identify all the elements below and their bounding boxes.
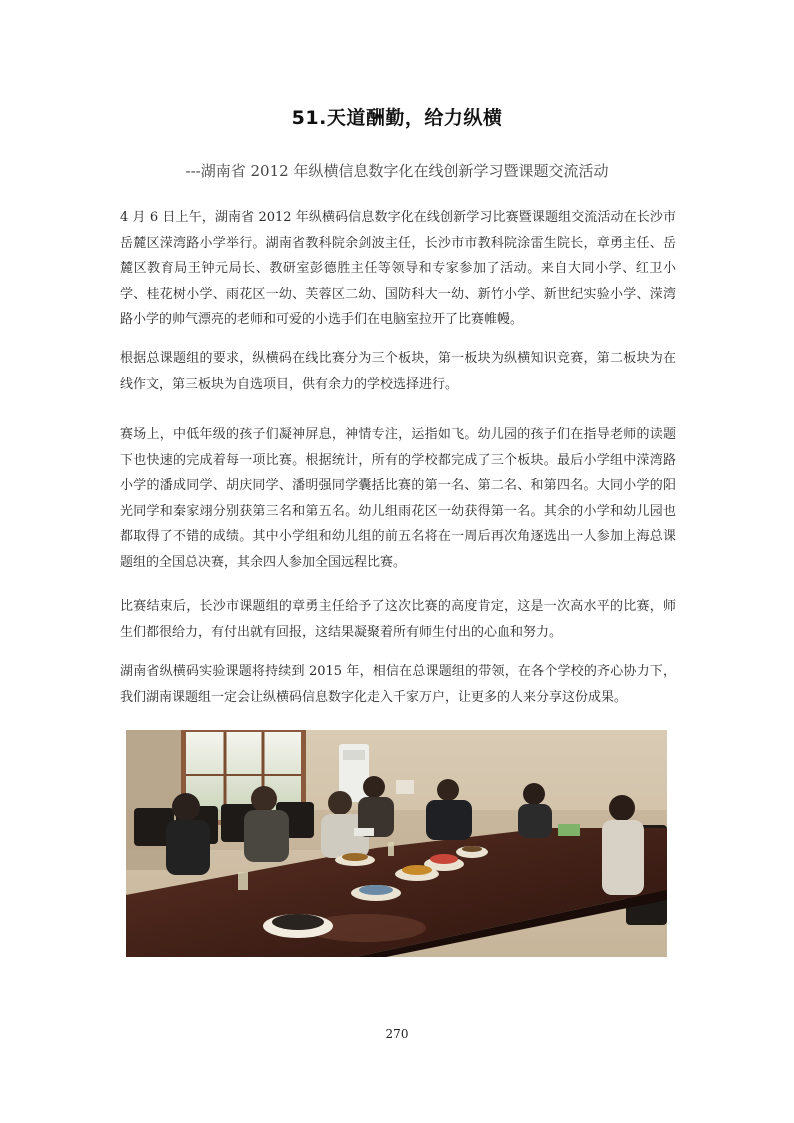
paragraph-summary: 比赛结束后，长沙市课题组的章勇主任给予了这次比赛的高度肯定，这是一次高水平的比赛，师生们都很给力，有付出就有回报，这结果凝聚着所有师生付出的心血和努力。	[120, 599, 676, 640]
document-subtitle: ---湖南省 2012 年纵横信息数字化在线创新学习暨课题交流活动	[185, 162, 609, 180]
paragraph-results: 赛场上，中低年级的孩子们凝神屏息，神情专注，运指如飞。幼儿园的孩子们在指导老师的读题下也快速的完成着每一项比赛。根据统计，所有的学校都完成了三个板块。最后小学组中溁湾路小学的潘成同学、胡庆同学、潘明强同学囊括比赛的第一名、第二名、和第四名。大同小学的阳光同学和秦家翊分别获第三名和第五名。幼儿组雨花区一幼获得第一名。其余的小学和幼儿园也都取得了不错的成绩。其中小学组和幼儿组的前五名将在一周后再次角逐选出一人参加上海总课题组的全国总决赛，其余四人参加全国远程比赛。	[120, 427, 676, 570]
paragraph-intro: 4 月 6 日上午，湖南省 2012 年纵横码信息数字化在线创新学习比赛暨课题组交流活动在长沙市岳麓区溁湾路小学举行。湖南省教科院余剑波主任，长沙市市教科院涂雷生院长，章勇主任、岳麓区教育局王钟元局长、教研室彭德胜主任等领导和专家参加了活动。来自大同小学、红卫小学、桂花树小学、雨花区一幼、芙蓉区二幼、国防科大一幼、新竹小学、新世纪实验小学、溁湾路小学的帅气漂亮的老师和可爱的小选手们在电脑室拉开了比赛帷幔。	[120, 210, 676, 327]
page-number: 270	[385, 1027, 409, 1041]
paragraph-format: 根据总课题组的要求，纵横码在线比赛分为三个板块，第一板块为纵横知识竞赛，第二板块为在线作文，第三板块为自选项目，供有余力的学校选择进行。	[120, 351, 676, 392]
document-title: 51.天道酬勤，给力纵横	[291, 107, 503, 129]
meeting-photo	[126, 730, 667, 957]
paragraph-outlook: 湖南省纵横码实验课题将持续到 2015 年，相信在总课题组的带领，在各个学校的齐心协力下，我们湖南课题组一定会让纵横码信息数字化走入千家万户，让更多的人来分享这份成果。	[120, 664, 676, 705]
